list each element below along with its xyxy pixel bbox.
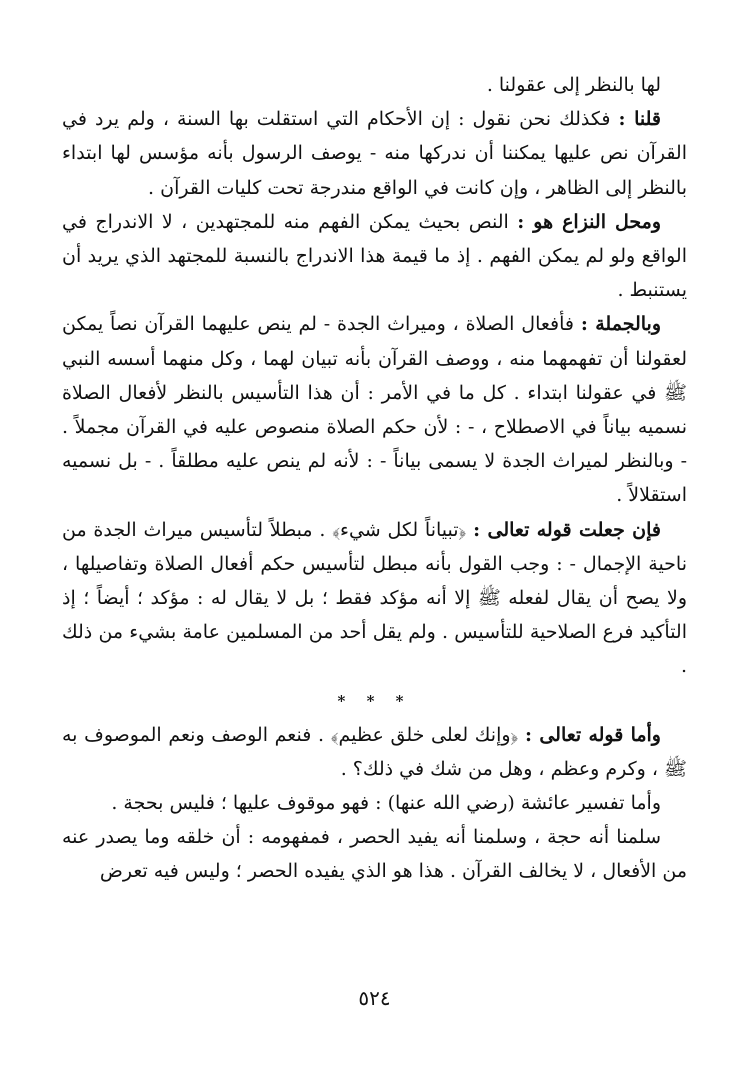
paragraph-lead: وبالجملة : <box>580 313 661 336</box>
paragraph <box>62 205 687 308</box>
section-separator: * * * <box>337 691 412 710</box>
paragraph-text: سلمنا أنه حجة ، وسلمنا أنه يفيد الحصر ، فمفهومه : أن خلقه وما يصدر عنه من الأفعال ، لا يخالف القرآن . هذا هو الذي يفيده الحصر ؛ وليس فيه تعرض <box>62 826 687 883</box>
paragraph-text: ﴿وإنك لعلى خلق عظيم﴾ . فنعم الوصف ونعم الموصوف به ﷺ ، وكرم وعظم ، وهل من شك في ذلك؟ . <box>62 723 687 780</box>
paragraph <box>62 820 687 888</box>
paragraph <box>62 513 687 684</box>
paragraph-text: فأفعال الصلاة ، وميراث الجدة - لم ينص عليهما القرآن نصاً يمكن لعقولنا أن تفهمهما منه ، ووصف القرآن بأنه تبيان لهما ، وكل منهما أسسه النبي ﷺ في عقولنا ابتداء . كل ما في الأمر : أن هذا التأسيس بالنظر لأفعال الصلاة نسميه بياناً في الاصطلاح ، - : لأن حكم الصلاة منصوص عليه في القرآن مجملاً . - وبالنظر لميراث الجدة لا يسمى بياناً - : لأنه لم ينص عليه مطلقاً . - بل نسميه استقلالاً . <box>62 313 687 507</box>
paragraph-text: لها بالنظر إلى عقولنا . <box>486 74 661 96</box>
paragraph <box>62 718 687 786</box>
paragraph-lead: فإن جعلت قوله تعالى : <box>473 518 661 541</box>
paragraph <box>62 307 687 512</box>
paragraph-lead: وأما قوله تعالى : <box>525 723 661 746</box>
paragraph-text: وأما تفسير عائشة (رضي الله عنها) : فهو موقوف عليها ؛ فليس بحجة . <box>111 792 661 815</box>
paragraph <box>62 786 687 820</box>
paragraph <box>62 102 687 205</box>
page-text <box>62 68 687 889</box>
paragraph-text: النص بحيث يمكن الفهم منه للمجتهدين ، لا الاندراج في الواقع ولو لم يمكن الفهم . إذ ما قيمة هذا الاندراج بالنسبة للمجتهد الذي يريد أن يستنبط . <box>62 210 687 302</box>
page-number: ٥٢٤ <box>358 986 391 1010</box>
paragraph <box>62 68 687 102</box>
paragraph-text: فكذلك نحن نقول : إن الأحكام التي استقلت بها السنة ، ولم يرد في القرآن نص عليها يمكننا أن ندركها منه - يوصف الرسول بأنه مؤسس لها ابتداء بالنظر إلى الظاهر ، وإن كانت في الواقع مندرجة تحت كليات القرآن . <box>62 108 687 199</box>
paragraph-lead: ومحل النزاع هو : <box>517 210 661 233</box>
paragraph-text: ﴿تبياناً لكل شيء﴾ . مبطلاً لتأسيس ميراث الجدة من ناحية الإجمال - : وجب القول بأنه مبطل لتأسيس حكم أفعال الصلاة وتفاصيلها ، ولا يصح أن يقال لفعله ﷺ إلا أنه مؤكد فقط ؛ بل لا يقال له : مؤكد ؛ أيضاً ؛ إذ التأكيد فرع الصلاحية للتأسيس . ولم يقل أحد من المسلمين عامة بشيء من ذلك . <box>62 518 687 678</box>
paragraph-lead: قلنا : <box>618 108 661 131</box>
